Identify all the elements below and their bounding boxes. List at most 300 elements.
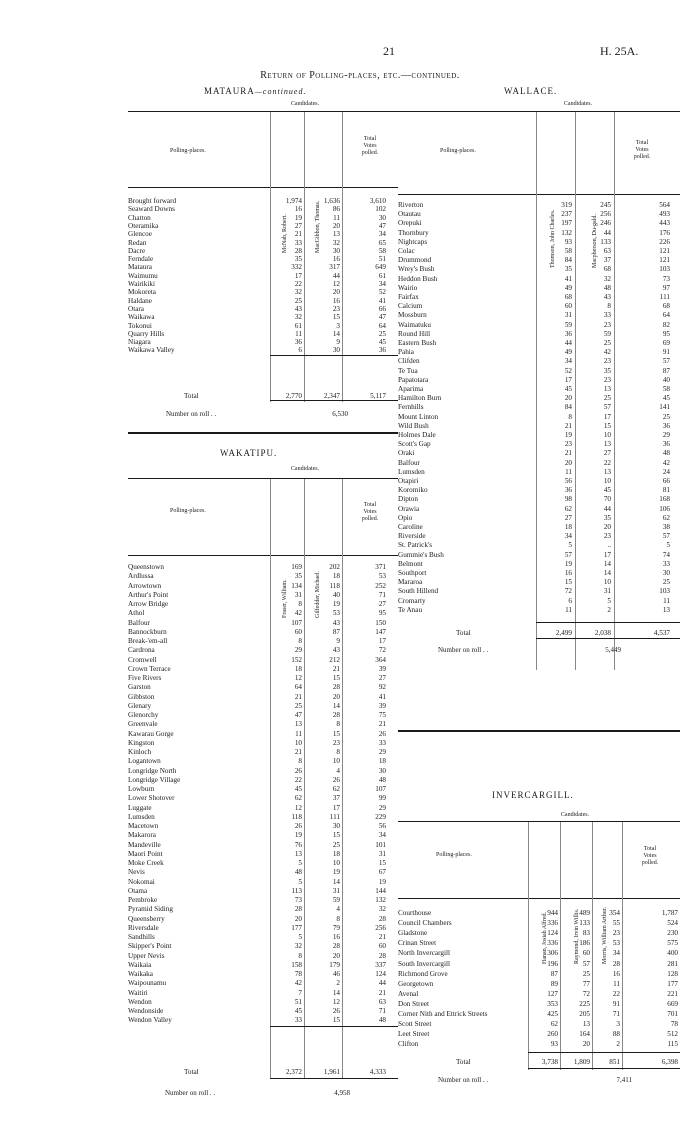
total-value: 2,499	[555, 629, 572, 637]
section-title-invercargill: INVERCARGILL.	[492, 790, 574, 800]
vote-count: 35	[564, 265, 572, 274]
vote-count: 63	[603, 247, 611, 255]
vote-count: 14	[332, 877, 340, 886]
vote-count: 132	[375, 896, 386, 904]
vote-count: 36	[378, 346, 386, 355]
polling-place-name: Corner Nith and Ettrick Streets	[398, 1010, 488, 1018]
vote-count: 23	[603, 357, 611, 366]
vote-count: 38	[662, 523, 670, 531]
table-row	[398, 422, 688, 430]
vote-count: 29	[378, 803, 386, 812]
vote-count: 317	[329, 263, 340, 272]
vote-count: 111	[659, 293, 670, 301]
polling-place-name: Holmes Dale	[398, 431, 436, 439]
vote-count: 10	[603, 477, 611, 485]
polling-place-name: Papatotara	[398, 375, 429, 384]
vote-count: 28	[332, 942, 340, 951]
table-row	[128, 711, 418, 719]
vote-count: 34	[378, 280, 386, 288]
vote-count: 134	[291, 581, 302, 590]
vote-count: 62	[294, 794, 302, 803]
table-row	[398, 980, 688, 988]
table-row	[398, 523, 688, 531]
vote-count: 28	[378, 914, 386, 923]
polling-place-name: Colac	[398, 247, 415, 255]
polling-place-name: Fernhills	[398, 403, 424, 412]
vote-count: 59	[332, 896, 340, 904]
vote-count: 36	[564, 329, 572, 338]
polling-place-name: Scott Street	[398, 1020, 432, 1029]
polling-places-header: Polling-places.	[170, 508, 206, 514]
vote-count: 64	[662, 311, 670, 320]
polling-place-name: Southport	[398, 569, 427, 577]
vote-count: 40	[332, 590, 340, 599]
vote-count: 196	[547, 959, 558, 968]
vote-count: 319	[561, 201, 572, 209]
vote-count: 28	[332, 683, 340, 692]
vote-count: 33	[603, 311, 611, 320]
polling-place-name: Haldane	[128, 296, 152, 305]
vote-count: 12	[332, 280, 340, 288]
polling-place-name: St. Patrick's	[398, 541, 433, 550]
vote-count: 118	[291, 812, 302, 821]
vote-count: 15	[378, 859, 386, 867]
vote-count: 35	[294, 572, 302, 581]
vote-count: 23	[603, 532, 611, 541]
table-row	[398, 201, 688, 209]
vote-count: 48	[378, 1016, 386, 1025]
vote-count: 27	[294, 221, 302, 230]
table-row	[128, 346, 418, 354]
vote-count: 21	[332, 664, 340, 673]
polling-place-name: Drummond	[398, 256, 432, 265]
vote-count: 42	[294, 609, 302, 618]
vote-count: 23	[612, 929, 620, 938]
vote-count: 226	[659, 237, 670, 246]
vote-count: 61	[294, 321, 302, 330]
table-row	[128, 313, 418, 321]
polling-place-name: Gladstone	[398, 929, 428, 938]
table-row	[398, 929, 688, 937]
vote-count: 72	[582, 989, 590, 998]
vote-count: 30	[662, 569, 670, 577]
polling-place-name: Ardlussa	[128, 572, 154, 581]
vote-count: 2	[616, 1040, 620, 1049]
vote-count: 150	[375, 618, 386, 627]
total-rule	[270, 1026, 398, 1027]
vote-count: 10	[294, 738, 302, 747]
vote-count: 62	[550, 1020, 558, 1029]
table-row	[398, 960, 688, 968]
polling-place-name: Garston	[128, 683, 151, 692]
vote-count: 30	[378, 213, 386, 222]
vote-count: 58	[378, 246, 386, 255]
polling-place-name: Wild Bush	[398, 421, 429, 430]
total-label: Total	[184, 392, 199, 400]
vote-count: 62	[662, 513, 670, 522]
polling-place-name: Athol	[128, 609, 145, 618]
table-row	[128, 674, 418, 682]
table-row	[398, 468, 688, 476]
polling-place-name: Balfour	[398, 458, 420, 467]
table-row	[398, 560, 688, 568]
vote-count: 23	[564, 440, 572, 449]
polling-place-name: Kingston	[128, 738, 155, 747]
vote-count: 18	[332, 849, 340, 858]
vote-count: 13	[662, 605, 670, 614]
table-row	[398, 1020, 688, 1028]
polling-places-header: Polling-places.	[440, 148, 476, 154]
vote-count: 33	[378, 738, 386, 747]
vote-count: 364	[375, 655, 386, 664]
vote-count: 10	[603, 578, 611, 587]
vote-count: 79	[332, 923, 340, 932]
table-row	[128, 205, 418, 213]
vote-count: ..	[607, 541, 611, 550]
vote-count: 15	[332, 313, 340, 322]
vote-count: 4	[336, 766, 340, 775]
table-row	[128, 272, 418, 280]
vote-count: 73	[294, 896, 302, 904]
table-row	[398, 486, 688, 494]
polling-place-name: Mount Linton	[398, 412, 439, 421]
vote-count: 13	[603, 385, 611, 393]
vote-count: 16	[332, 255, 340, 264]
vote-count: 25	[378, 329, 386, 338]
polling-place-name: Belmont	[398, 559, 423, 568]
vote-count: 47	[378, 313, 386, 322]
vote-count: 70	[603, 495, 611, 504]
candidate-header: Thomson, John Charles.	[550, 209, 556, 268]
section-title-mataura: MATAURA—continued.	[204, 86, 307, 96]
vote-count: 95	[378, 609, 386, 618]
vote-count: 97	[662, 283, 670, 292]
vote-count: 87	[662, 366, 670, 375]
polling-place-name: Opio	[398, 513, 413, 522]
table-row	[128, 979, 418, 987]
vote-count: 45	[564, 385, 572, 393]
vote-count: 16	[294, 205, 302, 214]
polling-place-name: Aparima	[398, 385, 424, 393]
roll-value: 6,530	[332, 410, 348, 418]
polling-place-name: Waikaia	[128, 960, 152, 969]
vote-count: 14	[332, 988, 340, 997]
vote-count: 7	[298, 988, 302, 997]
candidate-header: Macpherson, Du-gald.	[592, 214, 598, 268]
vote-count: 71	[378, 590, 386, 599]
total-value: 1,961	[323, 1068, 340, 1076]
polling-place-name: Mossburn	[398, 311, 427, 320]
polling-place-name: Round Hill	[398, 329, 431, 338]
vote-count: 49	[564, 283, 572, 292]
total-value: 1,809	[573, 1058, 590, 1066]
vote-count: 252	[375, 581, 386, 590]
table-row	[398, 210, 688, 218]
table-row	[398, 949, 688, 957]
candidate-header: Gilfedder, Michael.	[315, 571, 321, 618]
polling-place-name: Clifton	[398, 1040, 419, 1049]
vote-count: 6	[568, 596, 572, 605]
vote-count: 3	[336, 321, 340, 330]
table-row	[128, 878, 418, 886]
table-row	[398, 403, 688, 411]
table-row	[128, 563, 418, 571]
vote-count: 25	[332, 840, 340, 849]
table-row	[128, 887, 418, 895]
vote-count: 45	[294, 785, 302, 793]
vote-count: 33	[294, 1016, 302, 1025]
table-row	[128, 591, 418, 599]
polling-place-name: Riversdale	[128, 923, 159, 932]
vote-count: 42	[603, 348, 611, 357]
total-value: 2,347	[323, 392, 340, 400]
vote-count: 101	[375, 840, 386, 849]
roll-label: Number on roll . .	[438, 1076, 489, 1084]
total-rule	[270, 1078, 398, 1079]
polling-place-name: Glencoe	[128, 230, 152, 239]
polling-place-name: Dipton	[398, 495, 418, 504]
vote-count: 13	[332, 230, 340, 239]
vote-count: 75	[378, 711, 386, 719]
vote-count: 16	[332, 933, 340, 941]
polling-place-name: Riverside	[398, 532, 426, 541]
vote-count: 39	[378, 664, 386, 673]
vote-count: 21	[378, 933, 386, 941]
vote-count: 59	[564, 320, 572, 329]
table-row	[128, 748, 418, 756]
vote-count: 37	[332, 794, 340, 803]
table-row	[128, 305, 418, 313]
vote-count: 45	[294, 1007, 302, 1015]
total-rule	[536, 638, 680, 639]
table-row	[398, 229, 688, 237]
vote-count: 34	[378, 230, 386, 239]
vote-count: 306	[547, 949, 558, 958]
vote-count: 29	[378, 748, 386, 756]
table-row	[128, 776, 418, 784]
polling-place-name: Caroline	[398, 523, 423, 531]
polling-place-name: Niagara	[128, 338, 151, 347]
table-row	[128, 730, 418, 738]
polling-place-name: Clifden	[398, 357, 420, 366]
vote-count: 18	[332, 572, 340, 581]
polling-place-name: Glenorchy	[128, 711, 159, 719]
polling-place-name: Oraki	[398, 449, 415, 458]
vote-count: 21	[564, 421, 572, 430]
table-row	[128, 702, 418, 710]
vote-count: 45	[378, 338, 386, 347]
polling-place-name: Ferndale	[128, 255, 154, 264]
vote-count: 9	[336, 338, 340, 347]
vote-count: 18	[564, 523, 572, 531]
table-row	[128, 222, 418, 230]
vote-count: 8	[336, 914, 340, 923]
polling-place-name: Orepuki	[398, 219, 422, 228]
table-row	[128, 572, 418, 580]
vote-count: 98	[564, 495, 572, 504]
vote-count: 17	[378, 637, 386, 645]
vote-count: 20	[332, 221, 340, 230]
vote-count: 87	[550, 969, 558, 978]
vote-count: 121	[659, 247, 670, 255]
vote-count: 27	[378, 674, 386, 682]
polling-place-name: Waimumu	[128, 271, 158, 280]
roll-label: Number on roll . .	[165, 1089, 216, 1097]
vote-count: 16	[332, 296, 340, 305]
vote-count: 60	[564, 302, 572, 311]
vote-count: 22	[603, 458, 611, 467]
vote-count: 39	[378, 701, 386, 710]
table-row	[128, 942, 418, 950]
vote-count: 12	[294, 674, 302, 682]
vote-count: 71	[612, 1010, 620, 1018]
polling-place-name: Waikawa	[128, 313, 155, 322]
vote-count: 371	[375, 563, 386, 571]
vote-count: 25	[294, 296, 302, 305]
polling-place-name: Pahia	[398, 348, 414, 357]
polling-place-name: Upper Nevis	[128, 951, 165, 960]
polling-place-name: Waimatuku	[398, 320, 431, 329]
vote-count: 21	[564, 449, 572, 458]
vote-count: 132	[561, 228, 572, 237]
vote-count: 8	[298, 757, 302, 766]
polling-place-name: Te Anau	[398, 605, 423, 614]
table-row	[128, 822, 418, 830]
vote-count: 36	[294, 338, 302, 347]
polling-place-name: Chatton	[128, 213, 151, 222]
candidates-label: Candidates.	[290, 101, 320, 107]
vote-count: 25	[662, 578, 670, 587]
polling-place-name: Logantown	[128, 757, 161, 766]
vote-count: 32	[294, 313, 302, 322]
polling-place-name: Redan	[128, 238, 147, 247]
polling-place-name: Nightcaps	[398, 237, 428, 246]
vote-count: 31	[603, 587, 611, 596]
vote-count: 91	[662, 348, 670, 357]
vote-count: 202	[329, 563, 340, 571]
table-row	[398, 578, 688, 586]
table-row	[128, 656, 418, 664]
vote-count: 64	[294, 683, 302, 692]
table-row	[128, 288, 418, 296]
vote-count: 152	[291, 655, 302, 664]
vote-count: 34	[378, 831, 386, 840]
vote-count: 13	[603, 467, 611, 476]
table-row	[128, 619, 418, 627]
vote-count: 16	[564, 569, 572, 577]
vote-count: 17	[332, 803, 340, 812]
total-label: Total	[184, 1068, 199, 1076]
vote-count: 18	[294, 664, 302, 673]
total-votes-header: Total Votes polled.	[633, 140, 651, 160]
table-row	[128, 850, 418, 858]
vote-count: 28	[612, 959, 620, 968]
vote-count: 5	[666, 541, 670, 550]
vote-count: 31	[294, 590, 302, 599]
polling-place-name: Arrowtown	[128, 581, 162, 590]
table-row	[398, 477, 688, 485]
table-row	[128, 1007, 418, 1015]
table-row	[398, 1040, 688, 1048]
vote-count: 68	[564, 293, 572, 301]
vote-count: 164	[579, 1030, 590, 1039]
vote-count: 60	[378, 942, 386, 951]
total-rule	[270, 355, 398, 356]
vote-count: 99	[378, 794, 386, 803]
vote-count: 425	[547, 1010, 558, 1018]
polling-place-name: Arrow Bridge	[128, 600, 169, 608]
polling-place-name: Break-'em-all	[128, 637, 168, 645]
table-row	[398, 256, 688, 264]
vote-count: 575	[667, 939, 678, 948]
roll-label: Number on roll . .	[438, 646, 489, 654]
table-row	[398, 541, 688, 549]
vote-count: 944	[547, 909, 558, 917]
vote-count: 66	[662, 477, 670, 485]
vote-count: 28	[294, 246, 302, 255]
vote-count: 78	[670, 1020, 678, 1029]
table-row	[128, 239, 418, 247]
vote-count: 144	[375, 886, 386, 895]
candidate-header: Fraser, William.	[282, 579, 288, 618]
polling-place-name: Scott's Gap	[398, 440, 431, 449]
vote-count: 8	[298, 637, 302, 645]
vote-count: 8	[607, 302, 611, 311]
header-bottom-rule	[128, 555, 398, 556]
table-row	[398, 357, 688, 365]
table-row	[398, 551, 688, 559]
section-divider	[128, 432, 398, 434]
vote-count: 67	[378, 868, 386, 877]
vote-count: 44	[603, 228, 611, 237]
vote-count: 34	[612, 949, 620, 958]
vote-count: 84	[564, 256, 572, 265]
vote-count: 34	[564, 357, 572, 366]
polling-place-name: Nevis	[128, 868, 145, 877]
vote-count: 197	[561, 219, 572, 228]
polling-place-name: Council Chambers	[398, 919, 452, 928]
total-value: 851	[609, 1058, 620, 1066]
page-title: Return of Polling-places, etc.—continued.	[260, 70, 460, 81]
vote-count: 24	[662, 467, 670, 476]
vote-count: 8	[568, 412, 572, 421]
polling-place-name: Pembroke	[128, 896, 158, 904]
table-row	[128, 693, 418, 701]
vote-count: 230	[667, 929, 678, 938]
polling-place-name: Koromiko	[398, 486, 428, 495]
table-row	[128, 785, 418, 793]
table-row	[398, 348, 688, 356]
polling-places-header: Polling-places.	[436, 852, 472, 858]
table-row	[128, 859, 418, 867]
vote-count: 15	[332, 831, 340, 840]
vote-count: 337	[375, 960, 386, 969]
polling-place-name: Pyramid Siding	[128, 905, 173, 914]
polling-place-name: Arthur's Point	[128, 590, 169, 599]
polling-place-name: Riverton	[398, 201, 424, 209]
polling-place-name: Eastern Bush	[398, 339, 437, 347]
vote-count: 11	[565, 467, 572, 476]
vote-count: 40	[662, 375, 670, 384]
vote-count: 20	[332, 951, 340, 960]
vote-count: 43	[603, 293, 611, 301]
vote-count: 25	[662, 412, 670, 421]
vote-count: 177	[667, 979, 678, 988]
table-row	[398, 376, 688, 384]
vote-count: 20	[564, 394, 572, 403]
polling-place-name: Wendon	[128, 997, 152, 1006]
vote-count: 77	[582, 979, 590, 988]
